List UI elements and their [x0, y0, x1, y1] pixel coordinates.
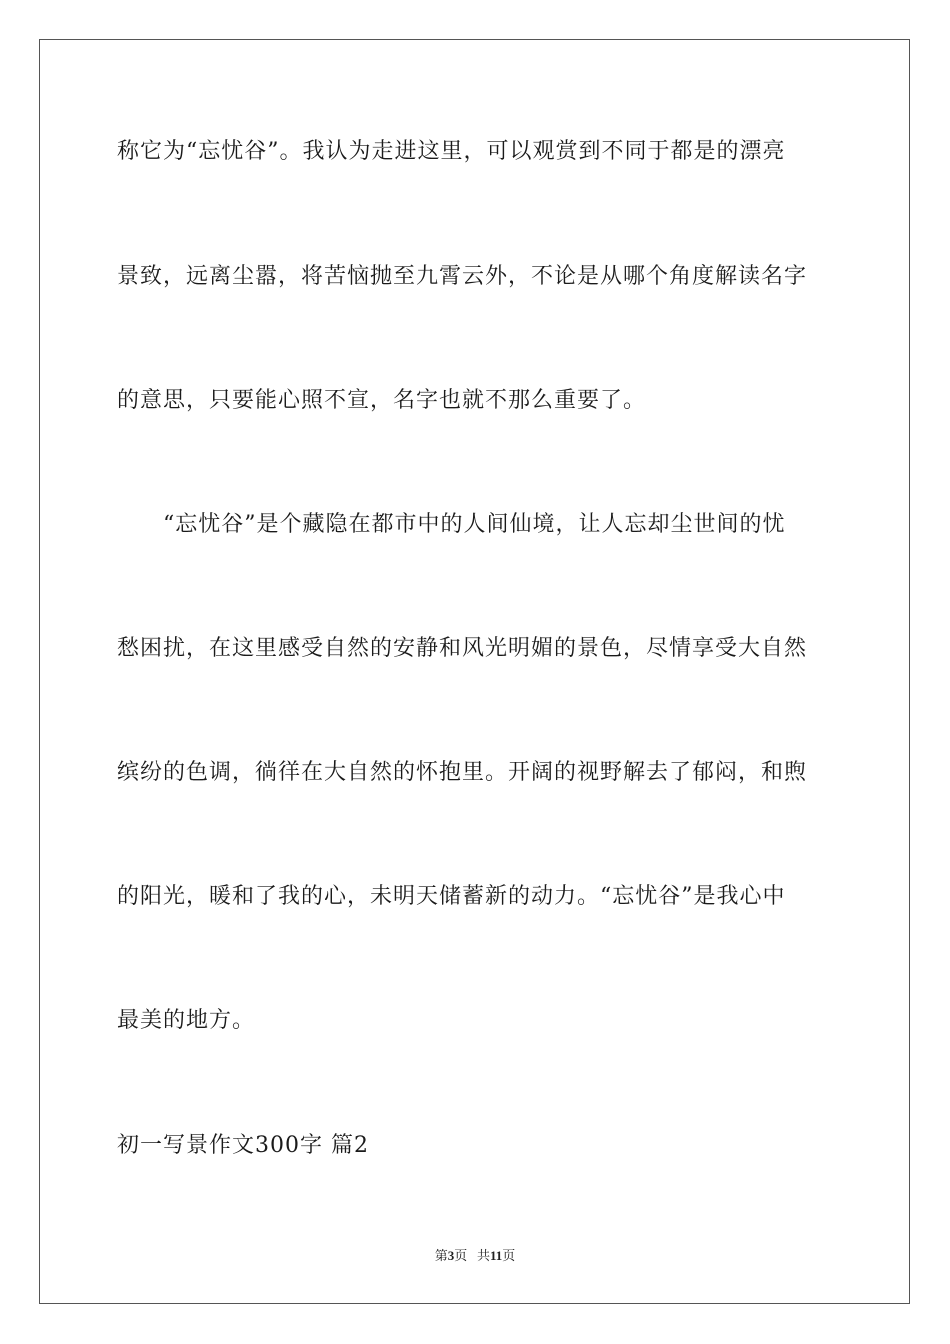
total-pages-number: 11: [489, 1248, 503, 1263]
footer-total-prefix: 共: [476, 1248, 490, 1263]
paragraph-1-line-1: 称它为“忘忧谷”。我认为走进这里，可以观赏到不同于都是的漂亮: [117, 139, 786, 164]
page-border: [39, 39, 910, 1304]
footer-total-suffix: 页: [502, 1248, 516, 1263]
paragraph-2-line-5: 最美的地方。: [117, 1008, 256, 1033]
page-footer: [0, 1245, 950, 1264]
paragraph-2-line-2: 愁困扰，在这里感受自然的安静和风光明媚的景色，尽情享受大自然: [117, 636, 808, 661]
paragraph-2-line-1: “忘忧谷”是个藏隐在都市中的人间仙境，让人忘却尘世间的忧: [117, 512, 786, 537]
paragraph-2-line-3: 缤纷的色调，徜徉在大自然的怀抱里。开阔的视野解去了郁闷，和煦: [117, 760, 808, 785]
section-heading: 初一写景作文300字 篇2: [117, 1133, 369, 1158]
paragraph-1-line-2: 景致，远离尘嚣，将苦恼抛至九霄云外，不论是从哪个角度解读名字: [117, 264, 808, 289]
paragraph-1-line-3: 的意思，只要能心照不宣，名字也就不那么重要了。: [117, 388, 647, 413]
footer-page-suffix: 页: [454, 1248, 468, 1263]
current-page-number: 3: [447, 1248, 455, 1263]
paragraph-2-line-4: 的阳光，暖和了我的心，未明天储蓄新的动力。“忘忧谷”是我心中: [117, 884, 786, 909]
footer-prefix: 第: [434, 1248, 448, 1263]
